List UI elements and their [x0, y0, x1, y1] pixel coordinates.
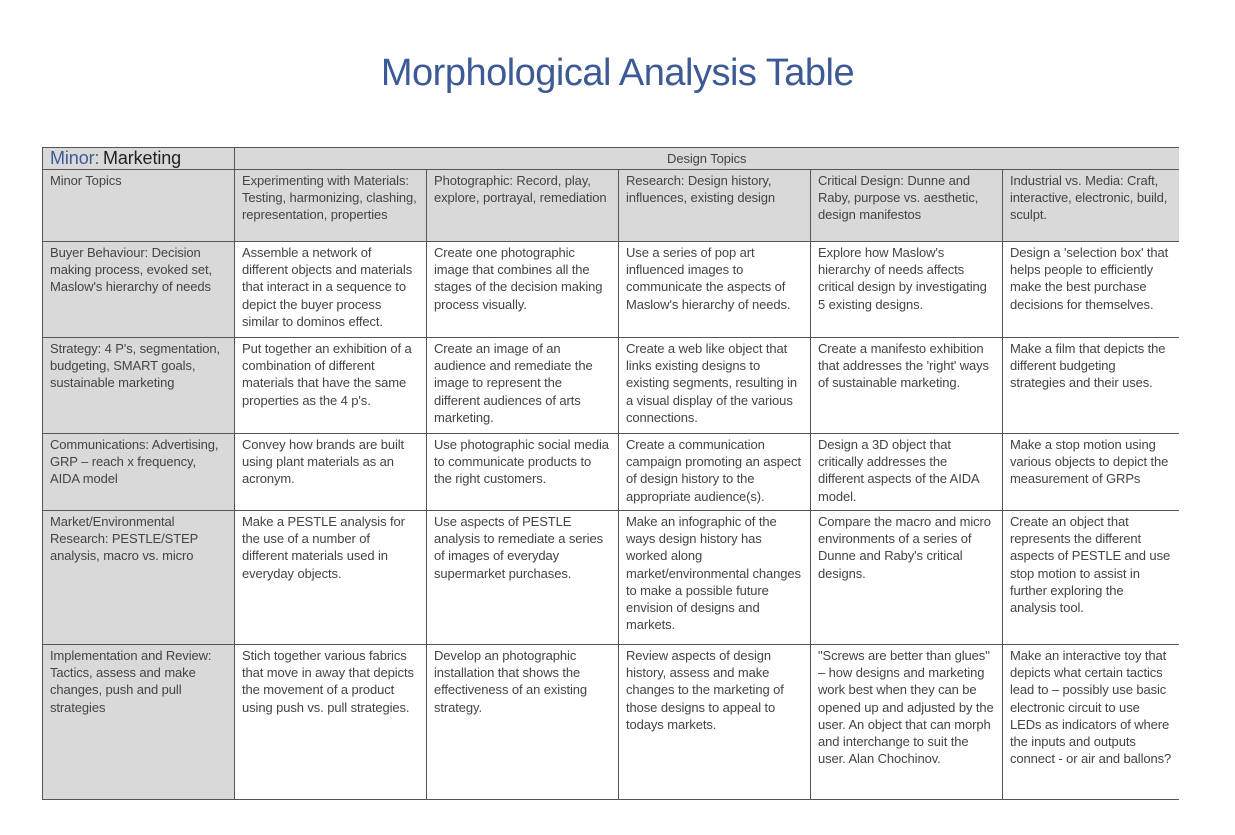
table-cell: Use photographic social media to communicate products to the right customers. — [427, 434, 619, 511]
table-cell: "Screws are better than glues" – how designs and marketing work best when they can be opened up and adjusted by the user. An object that can morph and interchange to suit the user. Alan Chochinov. — [811, 645, 1003, 800]
table-cell: Make an infographic of the ways design history has worked along market/environmental changes to make a possible future envision of designs and markets. — [619, 511, 811, 645]
minor-topic: Buyer Behaviour: Decision making process, evoked set, Maslow's hierarchy of needs — [43, 242, 235, 338]
table-cell: Create a communication campaign promoting an aspect of design history to the appropriate audience(s). — [619, 434, 811, 511]
table-cell: Explore how Maslow's hierarchy of needs affects critical design by investigating 5 existing designs. — [811, 242, 1003, 338]
header-row — [43, 148, 1179, 170]
minor-topic: Strategy: 4 P's, segmentation, budgeting, SMART goals, sustainable marketing — [43, 338, 235, 434]
table-cell: Put together an exhibition of a combination of different materials that have the same properties as the 4 p's. — [235, 338, 427, 434]
table-cell: Review aspects of design history, assess and make changes to the marketing of those designs to appeal to todays markets. — [619, 645, 811, 800]
table-row — [43, 338, 1179, 434]
table-cell: Create an object that represents the different aspects of PESTLE and use stop motion to assist in further exploring the analysis tool. — [1003, 511, 1179, 645]
morphological-table — [42, 147, 1179, 800]
table-cell: Stich together various fabrics that move in away that depicts the movement of a product using push vs. pull strategies. — [235, 645, 427, 800]
design-topic-5: Industrial vs. Media: Craft, interactive, electronic, build, sculpt. — [1003, 170, 1179, 242]
minor-label: Minor: — [50, 148, 100, 168]
minor-value: Marketing — [102, 148, 182, 168]
table-cell: Create a manifesto exhibition that addresses the 'right' ways of sustainable marketing. — [811, 338, 1003, 434]
table-row — [43, 511, 1179, 645]
table-cell: Create an image of an audience and remediate the image to represent the different audiences of arts marketing. — [427, 338, 619, 434]
design-topic-1: Experimenting with Materials: Testing, harmonizing, clashing, representation, properties — [235, 170, 427, 242]
table-cell: Design a 3D object that critically addresses the different aspects of the AIDA model. — [811, 434, 1003, 511]
table-cell: Design a 'selection box' that helps people to efficiently make the best purchase decisions for themselves. — [1003, 242, 1179, 338]
minor-cell — [43, 148, 235, 170]
table-cell: Make a stop motion using various objects to depict the measurement of GRPs — [1003, 434, 1179, 511]
table-cell: Make a PESTLE analysis for the use of a number of different materials used in everyday objects. — [235, 511, 427, 645]
table-row — [43, 645, 1179, 800]
design-topic-3: Research: Design history, influences, existing design — [619, 170, 811, 242]
page-title: Morphological Analysis Table — [380, 52, 855, 94]
table-cell: Convey how brands are built using plant materials as an acronym. — [235, 434, 427, 511]
design-topic-2: Photographic: Record, play, explore, portrayal, remediation — [427, 170, 619, 242]
table-cell: Assemble a network of different objects and materials that interact in a sequence to depict the buyer process similar to dominos effect. — [235, 242, 427, 338]
table-cell: Use aspects of PESTLE analysis to remediate a series of images of everyday supermarket purchases. — [427, 511, 619, 645]
design-topic-4: Critical Design: Dunne and Raby, purpose vs. aesthetic, design manifestos — [811, 170, 1003, 242]
topics-row — [43, 170, 1179, 242]
table-cell: Develop an photographic installation that shows the effectiveness of an existing strategy. — [427, 645, 619, 800]
table-cell: Make an interactive toy that depicts what certain tactics lead to – possibly use basic electronic circuit to use LEDs as indicators of where the inputs and outputs connect - or air and ballons? — [1003, 645, 1179, 800]
table-cell: Compare the macro and micro environments of a series of Dunne and Raby's critical designs. — [811, 511, 1003, 645]
minor-topics-header: Minor Topics — [43, 170, 235, 242]
minor-topic: Implementation and Review: Tactics, assess and make changes, push and pull strategies — [43, 645, 235, 800]
table-row — [43, 434, 1179, 511]
minor-topic: Market/Environmental Research: PESTLE/STEP analysis, macro vs. micro — [43, 511, 235, 645]
design-topics-header: Design Topics — [235, 148, 1179, 170]
table-cell: Make a film that depicts the different budgeting strategies and their uses. — [1003, 338, 1179, 434]
table-row — [43, 242, 1179, 338]
minor-topic: Communications: Advertising, GRP – reach x frequency, AIDA model — [43, 434, 235, 511]
table-cell: Create a web like object that links existing designs to existing segments, resulting in a visual display of the various connections. — [619, 338, 811, 434]
table-cell: Use a series of pop art influenced images to communicate the aspects of Maslow's hierarchy of needs. — [619, 242, 811, 338]
table-cell: Create one photographic image that combines all the stages of the decision making process visually. — [427, 242, 619, 338]
